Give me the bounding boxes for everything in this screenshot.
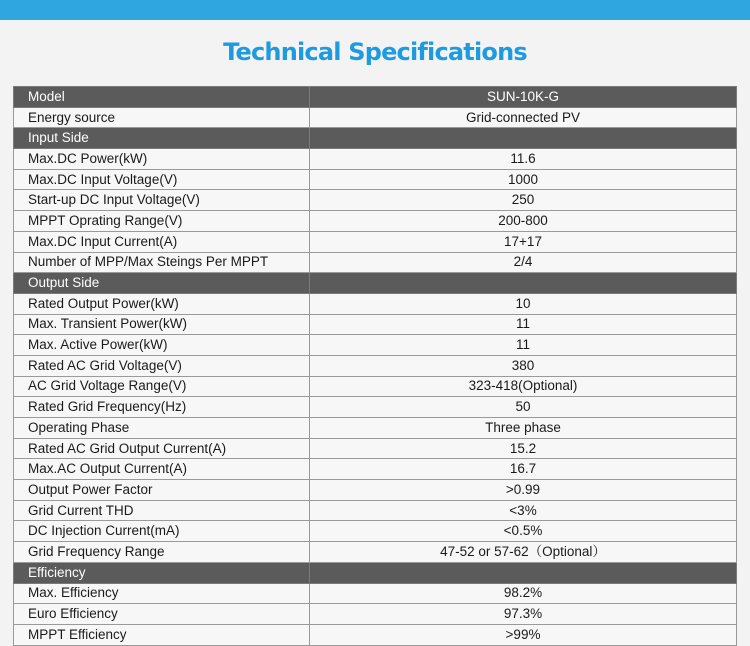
spec-label: Number of MPP/Max Steings Per MPPT (14, 252, 310, 273)
page-title: Technical Specifications (223, 38, 527, 66)
spec-value: 47-52 or 57-62（Optional） (310, 542, 737, 563)
spec-value: 10 (310, 293, 737, 314)
spec-label: Max. Transient Power(kW) (14, 314, 310, 335)
section-title: Efficiency (14, 562, 310, 583)
spec-table-body (14, 87, 737, 646)
spec-value: 380 (310, 355, 737, 376)
spec-label: MPPT Efficiency (14, 624, 310, 645)
table-row (14, 376, 737, 397)
section-header-row (14, 562, 737, 583)
section-value (310, 562, 737, 583)
spec-value: Three phase (310, 418, 737, 439)
table-row (14, 542, 737, 563)
spec-label: Operating Phase (14, 418, 310, 439)
table-row (14, 211, 737, 232)
spec-value: 323-418(Optional) (310, 376, 737, 397)
spec-label: Max. Efficiency (14, 583, 310, 604)
section-header-row (14, 128, 737, 149)
table-row (14, 169, 737, 190)
table-row (14, 500, 737, 521)
spec-value: <0.5% (310, 521, 737, 542)
top-accent-bar (0, 0, 750, 20)
spec-label: Max.DC Power(kW) (14, 149, 310, 170)
spec-label: DC Injection Current(mA) (14, 521, 310, 542)
table-row (14, 397, 737, 418)
spec-label: Max.AC Output Current(A) (14, 459, 310, 480)
spec-label: Output Power Factor (14, 480, 310, 501)
spec-label: MPPT Oprating Range(V) (14, 211, 310, 232)
spec-value: 50 (310, 397, 737, 418)
spec-value: 11 (310, 335, 737, 356)
spec-table (13, 86, 737, 646)
table-row (14, 252, 737, 273)
spec-value: <3% (310, 500, 737, 521)
header-label: Model (14, 87, 310, 108)
spec-label: Rated AC Grid Voltage(V) (14, 355, 310, 376)
spec-label: Max.DC Input Current(A) (14, 231, 310, 252)
table-row (14, 521, 737, 542)
section-title: Input Side (14, 128, 310, 149)
table-row (14, 314, 737, 335)
spec-value: 17+17 (310, 231, 737, 252)
spec-value: 200-800 (310, 211, 737, 232)
table-row (14, 480, 737, 501)
table-row (14, 335, 737, 356)
spec-value: 250 (310, 190, 737, 211)
spec-value: 97.3% (310, 604, 737, 625)
table-row (14, 231, 737, 252)
table-row (14, 604, 737, 625)
spec-label: Max. Active Power(kW) (14, 335, 310, 356)
spec-value: Grid-connected PV (310, 107, 737, 128)
spec-value: >0.99 (310, 480, 737, 501)
table-header-row (14, 87, 737, 108)
spec-label: Energy source (14, 107, 310, 128)
table-row (14, 438, 737, 459)
header-value: SUN-10K-G (310, 87, 737, 108)
table-row (14, 459, 737, 480)
spec-label: Start-up DC Input Voltage(V) (14, 190, 310, 211)
section-header-row (14, 273, 737, 294)
table-row (14, 149, 737, 170)
table-row (14, 190, 737, 211)
section-value (310, 273, 737, 294)
spec-label: Rated Grid Frequency(Hz) (14, 397, 310, 418)
spec-label: Rated AC Grid Output Current(A) (14, 438, 310, 459)
spec-value: 98.2% (310, 583, 737, 604)
spec-value: >99% (310, 624, 737, 645)
spec-value: 1000 (310, 169, 737, 190)
spec-label: Grid Frequency Range (14, 542, 310, 563)
spec-label: Rated Output Power(kW) (14, 293, 310, 314)
spec-value: 2/4 (310, 252, 737, 273)
spec-label: Euro Efficiency (14, 604, 310, 625)
spec-value: 11 (310, 314, 737, 335)
section-title: Output Side (14, 273, 310, 294)
table-row (14, 418, 737, 439)
table-row (14, 355, 737, 376)
spec-value: 15.2 (310, 438, 737, 459)
spec-value: 16.7 (310, 459, 737, 480)
spec-label: Grid Current THD (14, 500, 310, 521)
spec-label: AC Grid Voltage Range(V) (14, 376, 310, 397)
section-value (310, 128, 737, 149)
spec-value: 11.6 (310, 149, 737, 170)
table-row (14, 293, 737, 314)
table-row (14, 107, 737, 128)
table-row (14, 583, 737, 604)
spec-label: Max.DC Input Voltage(V) (14, 169, 310, 190)
table-row (14, 624, 737, 645)
